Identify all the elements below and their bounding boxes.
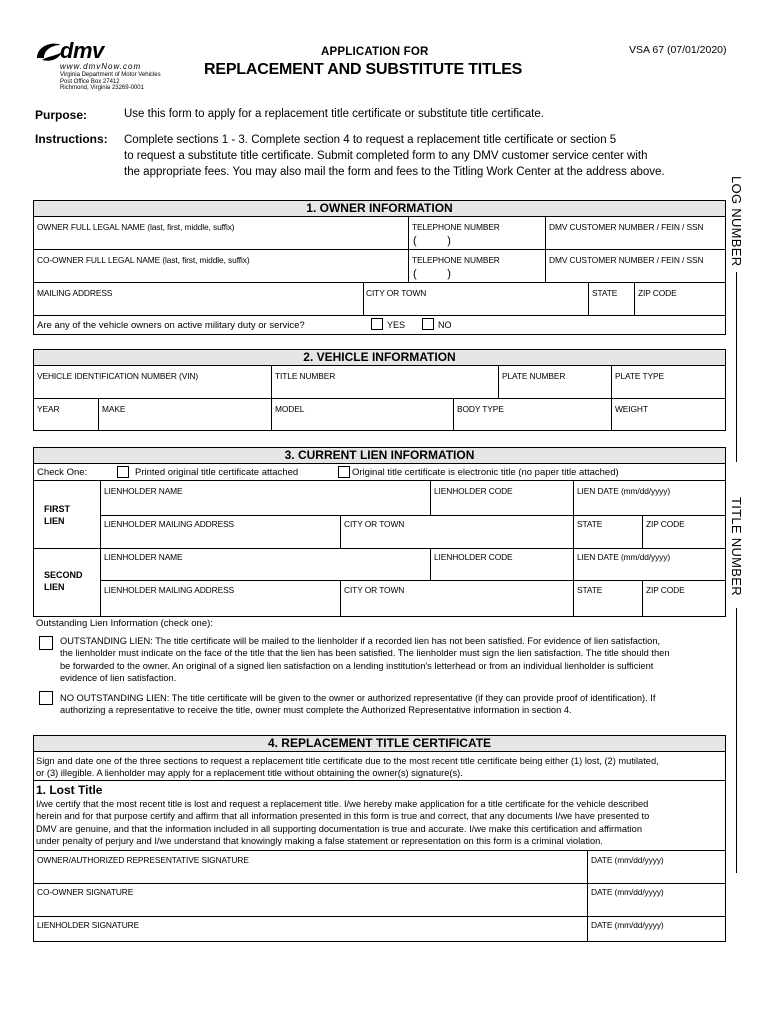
second-lienholder-name-field[interactable]: LIENHOLDER NAME [104, 552, 183, 562]
lienholder-signature-field[interactable]: LIENHOLDER SIGNATURE [37, 920, 140, 930]
military-yes-label: YES [387, 320, 406, 330]
coowner-signature-field[interactable]: CO-OWNER SIGNATURE [37, 887, 134, 897]
title-number-field[interactable]: TITLE NUMBER [275, 371, 336, 381]
vin-field[interactable]: VEHICLE IDENTIFICATION NUMBER (VIN) [37, 371, 199, 381]
outstanding-lien-checkbox[interactable] [39, 636, 53, 650]
second-lienholder-code-field[interactable]: LIENHOLDER CODE [434, 552, 513, 562]
first-lien-label: FIRST LIEN [44, 504, 70, 526]
owner-telephone-field[interactable]: ( ) [413, 235, 451, 247]
military-no-checkbox[interactable] [422, 318, 434, 330]
title-number-label: TITLE NUMBER [729, 497, 744, 596]
first-lienholder-code-field[interactable]: LIENHOLDER CODE [434, 486, 513, 496]
plate-type-field[interactable]: PLATE TYPE [615, 371, 664, 381]
second-lien-zip-field[interactable]: ZIP CODE [646, 585, 685, 595]
purpose-text: Use this form to apply for a replacement title certificate or substitute title certificate. [124, 108, 544, 120]
first-lien-state-field[interactable]: STATE [577, 519, 603, 529]
owner-telephone-label: TELEPHONE NUMBER [412, 222, 500, 232]
dmv-website: www.dmvNow.com [60, 62, 142, 71]
section-1-header: 1. OWNER INFORMATION [33, 200, 726, 217]
section-3-header: 3. CURRENT LIEN INFORMATION [33, 447, 726, 464]
first-lienholder-name-field[interactable]: LIENHOLDER NAME [104, 486, 183, 496]
dmv-logo [34, 40, 174, 94]
first-lienholder-address-field[interactable]: LIENHOLDER MAILING ADDRESS [104, 519, 235, 529]
section-4-header: 4. REPLACEMENT TITLE CERTIFICATE [33, 735, 726, 752]
owner-signature-field[interactable]: OWNER/AUTHORIZED REPRESENTATIVE SIGNATURE [37, 855, 249, 865]
second-lien-state-field[interactable]: STATE [577, 585, 603, 595]
plate-number-field[interactable]: PLATE NUMBER [502, 371, 566, 381]
agency-name: Virginia Department of Motor Vehicles [60, 72, 161, 78]
second-lienholder-address-field[interactable]: LIENHOLDER MAILING ADDRESS [104, 585, 235, 595]
second-lien-label: SECOND LIEN [44, 570, 83, 592]
instructions-label: Instructions: [35, 132, 108, 146]
first-lien-zip-field[interactable]: ZIP CODE [646, 519, 685, 529]
log-number-label: LOG NUMBER [729, 176, 744, 267]
military-yes-checkbox[interactable] [371, 318, 383, 330]
first-lien-city-field[interactable]: CITY OR TOWN [344, 519, 405, 529]
no-outstanding-lien-checkbox[interactable] [39, 691, 53, 705]
dmv-logo-text: dmv [60, 38, 104, 63]
model-field[interactable]: MODEL [275, 404, 305, 414]
section-2-header: 2. VEHICLE INFORMATION [33, 349, 726, 366]
zip-field[interactable]: ZIP CODE [638, 288, 677, 298]
owner-signature-date-field[interactable]: DATE (mm/dd/yyyy) [591, 855, 664, 865]
form-title: REPLACEMENT AND SUBSTITUTE TITLES [204, 61, 523, 78]
instructions-text: Complete sections 1 - 3. Complete section 4 to request a replacement title certificate or section 5 to request a substitute title certificate. Submit completed form to any DMV customer service center with the appropriate fees. You may also mail the form and fees to the Titling Work Center at the address above. [124, 134, 665, 178]
check-one-label: Check One: [37, 467, 88, 478]
no-outstanding-lien-text: NO OUTSTANDING LIEN: The title certificate will be given to the owner or authorized representative (if they can provide proof of identification). If authorizing a representative to receive the title, owner must complete the Authorized Representative information in section 4. [60, 693, 656, 716]
military-no-label: NO [438, 320, 452, 330]
weight-field[interactable]: WEIGHT [615, 404, 648, 414]
agency-city: Richmond, Virginia 23269-0001 [60, 85, 144, 91]
city-field[interactable]: CITY OR TOWN [366, 288, 427, 298]
first-lien-date-field[interactable]: LIEN DATE (mm/dd/yyyy) [577, 486, 671, 496]
coowner-telephone-field[interactable]: ( ) [413, 268, 451, 280]
outstanding-lien-heading: Outstanding Lien Information (check one): [36, 618, 213, 629]
second-lien-date-field[interactable]: LIEN DATE (mm/dd/yyyy) [577, 552, 671, 562]
coowner-signature-date-field[interactable]: DATE (mm/dd/yyyy) [591, 887, 664, 897]
log-number-line[interactable] [736, 272, 737, 462]
coowner-dmv-number-field[interactable]: DMV CUSTOMER NUMBER / FEIN / SSN [549, 255, 704, 265]
year-field[interactable]: YEAR [37, 404, 60, 414]
printed-title-checkbox[interactable] [117, 466, 129, 478]
application-for: APPLICATION FOR [321, 46, 429, 58]
electronic-title-label: Original title certificate is electronic title (no paper title attached) [352, 467, 619, 478]
owner-dmv-number-field[interactable]: DMV CUSTOMER NUMBER / FEIN / SSN [549, 222, 704, 232]
owner-name-field[interactable]: OWNER FULL LEGAL NAME (last, first, middle, suffix) [37, 222, 235, 232]
body-type-field[interactable]: BODY TYPE [457, 404, 504, 414]
mailing-address-field[interactable]: MAILING ADDRESS [37, 288, 113, 298]
state-field[interactable]: STATE [592, 288, 618, 298]
lost-title-heading: 1. Lost Title [36, 783, 103, 797]
lienholder-signature-date-field[interactable]: DATE (mm/dd/yyyy) [591, 920, 664, 930]
coowner-name-field[interactable]: CO-OWNER FULL LEGAL NAME (last, first, middle, suffix) [37, 255, 250, 265]
section-4-intro: Sign and date one of the three sections to request a replacement title certificate due to the most recent title certificate being either (1) lost, (2) mutilated, or (3) illegible. A lienholder may apply for a replacement title without obtaining the owner(s) signature(s). [36, 756, 659, 779]
second-lien-city-field[interactable]: CITY OR TOWN [344, 585, 405, 595]
make-field[interactable]: MAKE [102, 404, 126, 414]
title-number-line[interactable] [736, 608, 737, 873]
lost-title-certification: I/we certify that the most recent title is lost and request a replacement title. I/we hereby make application for a title certificate for the vehicle described herein and for that purpose certify and affirm that all information presented in this form is true and correct, that any documents I/we have presented to DMV are genuine, and that the information included in all supporting documentation is true and accurate. I/we make this certification and affirmation under penalty of perjury and I/we understand that knowingly making a false statement or representation on this form is a criminal violation. [36, 799, 650, 846]
agency-po-box: Post Office Box 27412 [60, 78, 120, 85]
form-number: VSA 67 (07/01/2020) [629, 44, 727, 56]
electronic-title-checkbox[interactable] [338, 466, 350, 478]
coowner-telephone-label: TELEPHONE NUMBER [412, 255, 500, 265]
printed-title-label: Printed original title certificate attached [135, 467, 299, 478]
outstanding-lien-text: OUTSTANDING LIEN: The title certificate will be mailed to the lienholder if a recorded lien has not been satisfied. For evidence of lien satisfaction, the lienholder must indicate on the face of the title that the lien has been satisfied. The lienholder must sign the lien satisfaction. The title should then be forwarded to the owner. An original of a signed lien satisfaction on a lending institution's letterhead or from an individual lienholder is sufficient evidence of lien satisfaction. [60, 636, 670, 683]
military-question: Are any of the vehicle owners on active military duty or service? [37, 320, 305, 331]
purpose-label: Purpose: [35, 108, 88, 122]
